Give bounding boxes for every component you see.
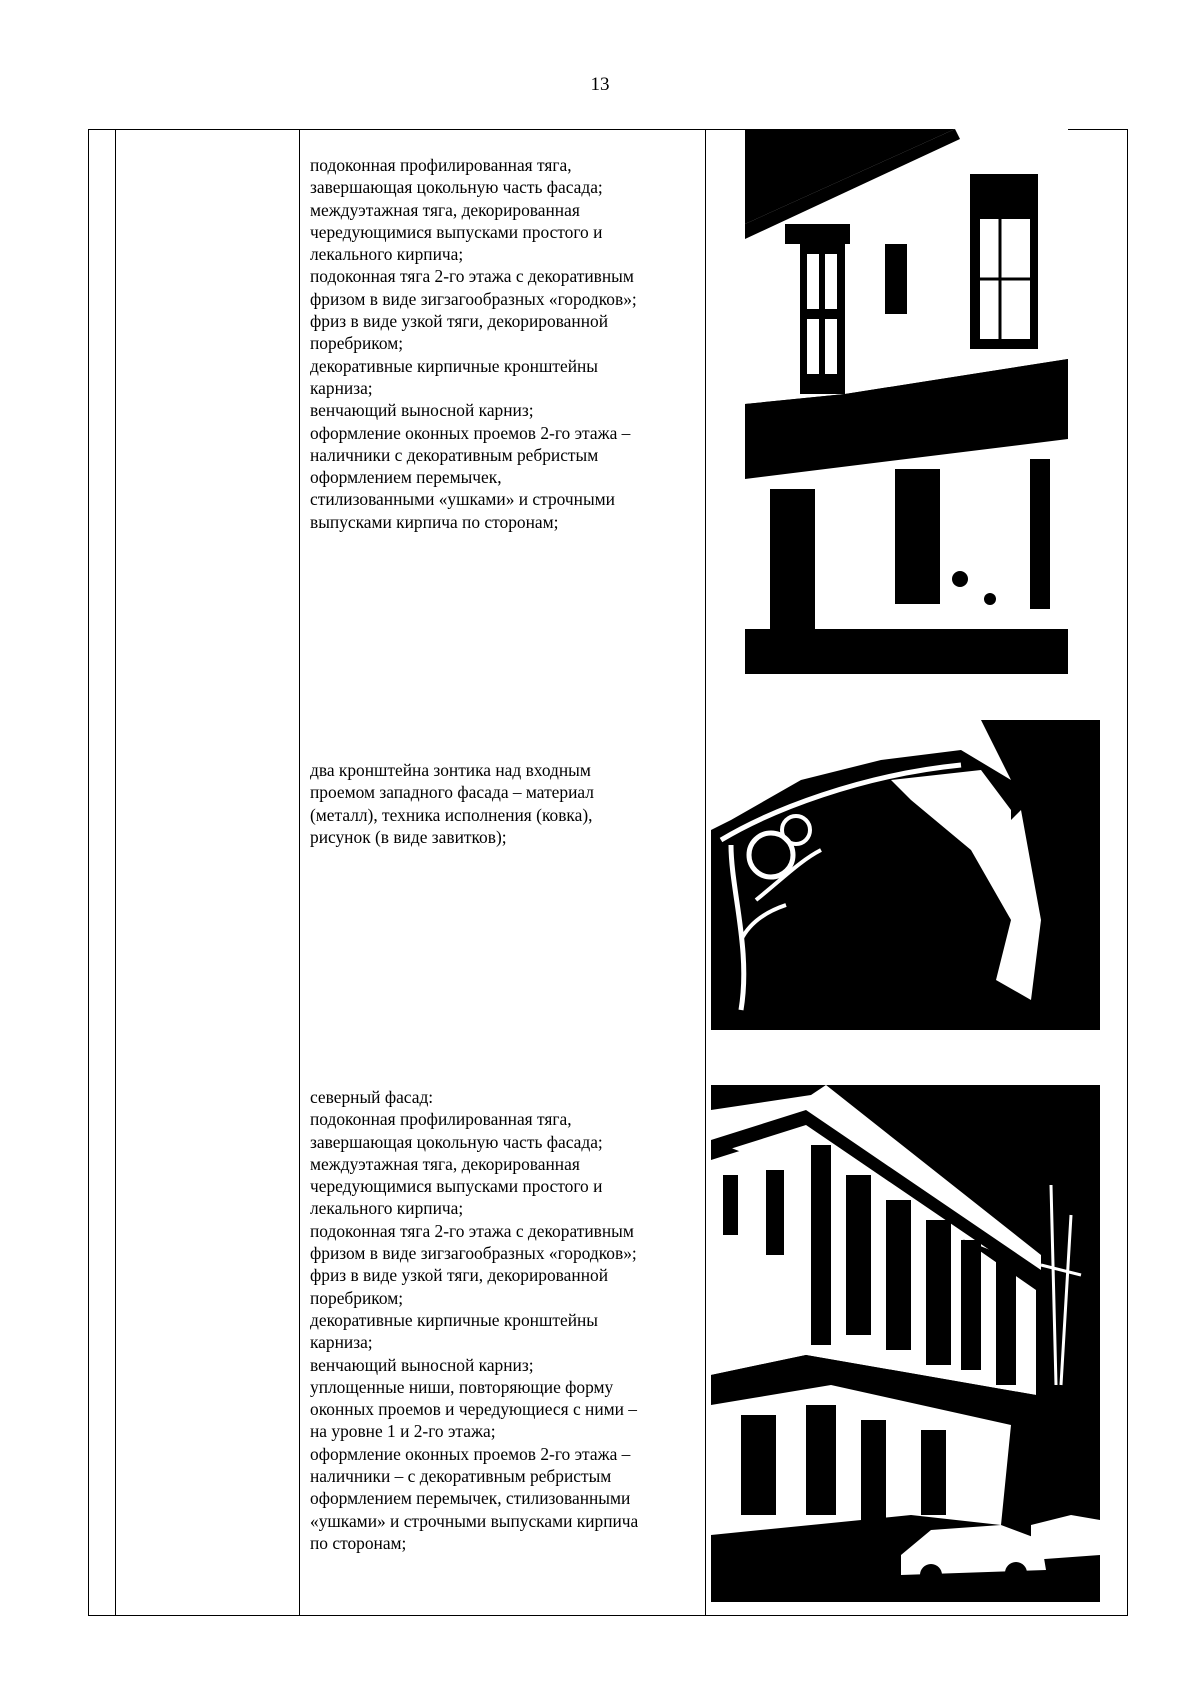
text-line: междуэтажная тяга, декорированная <box>310 1153 580 1174</box>
text-line: подоконная профилированная тяга, <box>310 155 572 175</box>
text-line: фризом в виде зигзагообразных «городков»; <box>310 1243 637 1264</box>
text-line: подоконная тяга 2-го этажа с декоративным <box>310 1220 634 1241</box>
text-line: рисунок (в виде завитков); <box>310 826 507 847</box>
text-line: наличники – с декоративным ребристым <box>310 1466 612 1487</box>
text-line: лекального кирпича; <box>310 1198 464 1219</box>
text-line: (металл), техника исполнения (ковка), <box>310 804 593 825</box>
canopy-bracket-photo <box>711 720 1100 1030</box>
text-line: декоративные кирпичные кронштейны <box>310 355 598 376</box>
text-line: поребриком; <box>310 333 404 354</box>
description-text-1 <box>310 154 694 533</box>
text-line: северный фасад: <box>310 1087 434 1107</box>
text-line: венчающий выносной карниз; <box>310 1354 534 1375</box>
text-line: по сторонам; <box>310 1532 407 1553</box>
table-column-divider <box>705 130 706 1615</box>
text-line: чередующимися выпусками простого и <box>310 221 603 242</box>
text-line: фриз в виде узкой тяги, декорированной <box>310 1265 609 1286</box>
page-number: 13 <box>590 74 610 95</box>
text-line: оконных проемов и чередующиеся с ними – <box>310 1399 637 1420</box>
table-column-divider <box>299 130 300 1615</box>
text-line: два кронштейна зонтика над входным <box>310 760 591 780</box>
text-line: фризом в виде зигзагообразных «городков»; <box>310 288 637 309</box>
text-line: оформление оконных проемов 2-го этажа – <box>310 1443 631 1464</box>
north-facade-photo <box>711 1085 1100 1602</box>
text-line: карниза; <box>310 1332 373 1353</box>
text-line: «ушками» и строчными выпусками кирпича <box>310 1510 639 1531</box>
text-line: фриз в виде узкой тяги, декорированной <box>310 311 609 332</box>
text-line: венчающий выносной карниз; <box>310 400 534 421</box>
text-line: завершающая цокольную часть фасада; <box>310 1131 603 1152</box>
text-line: оформлением перемычек, стилизованными <box>310 1488 631 1509</box>
text-line: междуэтажная тяга, декорированная <box>310 199 580 220</box>
text-line: завершающая цокольную часть фасада; <box>310 177 603 198</box>
text-line: подоконная профилированная тяга, <box>310 1109 572 1130</box>
text-line: чередующимися выпусками простого и <box>310 1176 603 1197</box>
text-line: наличники с декоративным ребристым <box>310 444 599 465</box>
facade-photo-1 <box>745 129 1068 674</box>
table-column-divider <box>115 130 116 1615</box>
text-line: проемом западного фасада – материал <box>310 782 594 803</box>
text-line: оформлением перемычек, <box>310 467 502 488</box>
text-line: поребриком; <box>310 1287 404 1308</box>
text-line: лекального кирпича; <box>310 244 464 265</box>
description-text-3 <box>310 1086 694 1554</box>
text-line: декоративные кирпичные кронштейны <box>310 1309 598 1330</box>
description-text-2 <box>310 759 694 848</box>
text-line: на уровне 1 и 2-го этажа; <box>310 1421 496 1442</box>
text-line: уплощенные ниши, повторяющие форму <box>310 1376 614 1397</box>
text-line: стилизованными «ушками» и строчными <box>310 489 615 510</box>
text-line: выпусками кирпича по сторонам; <box>310 511 559 532</box>
text-line: подоконная тяга 2-го этажа с декоративным <box>310 266 634 287</box>
text-line: оформление оконных проемов 2-го этажа – <box>310 422 631 443</box>
text-line: карниза; <box>310 377 373 398</box>
